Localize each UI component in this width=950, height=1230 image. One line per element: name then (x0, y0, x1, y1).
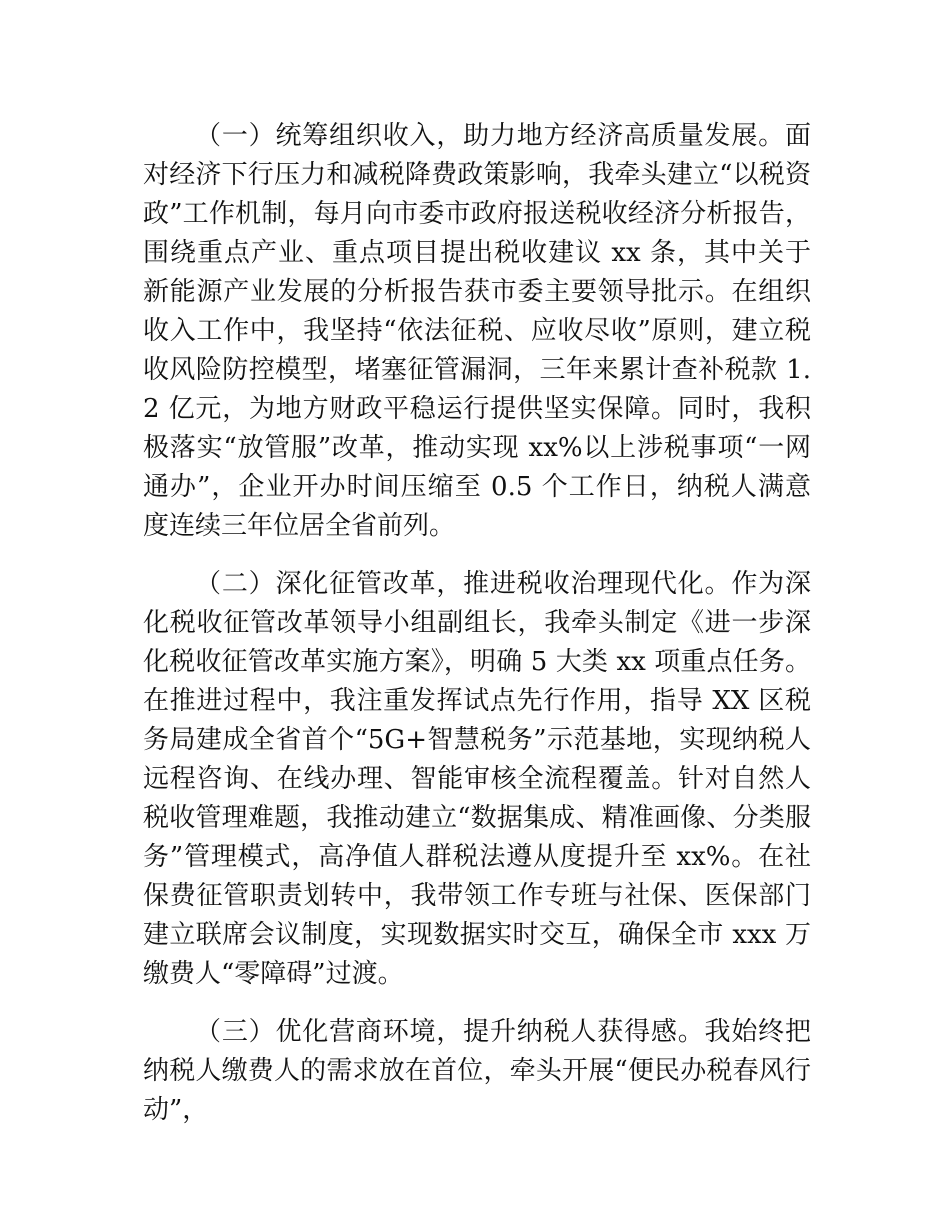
paragraph-3: （三）优化营商环境，提升纳税人获得感。我始终把纳税人缴费人的需求放在首位，牵头开展“便民办税春风行动”， (143, 1017, 811, 1125)
paragraph-2: （二）深化征管改革，推进税收治理现代化。作为深化税收征管改革领导小组副组长，我牵头制定《进一步深化税收征管改革实施方案》，明确 5 大类 xx 项重点任务。在推进过程中，我注重发挥试点先行作用，指导 XX 区税务局建成全省首个“5G+智慧税务”示范基地，实现纳税人远程咨询、在线办理、智能审核全流程覆盖。针对自然人税收管理难题，我推动建立“数据集成、精准画像、分类服务”管理模式，高净值人群税法遵从度提升至 xx%。在社保费征管职责划转中，我带领工作专班与社保、医保部门建立联席会议制度，实现数据实时交互，确保全市 xxx 万缴费人“零障碍”过渡。 (143, 569, 811, 989)
paragraph-1: （一）统筹组织收入，助力地方经济高质量发展。面对经济下行压力和减税降费政策影响，我牵头建立“以税资政”工作机制，每月向市委市政府报送税收经济分析报告，围绕重点产业、重点项目提出税收建议 xx 条，其中关于新能源产业发展的分析报告获市委主要领导批示。在组织收入工作中，我坚持“依法征税、应收尽收”原则，建立税收风险防控模型，堵塞征管漏洞，三年来累计查补税款 1.2 亿元，为地方财政平稳运行提供坚实保障。同时，我积极落实“放管服”改革，推动实现 xx%以上涉税事项“一网通办”，企业开办时间压缩至 0.5 个工作日，纳税人满意度连续三年位居全省前列。 (143, 121, 811, 541)
document-body (143, 117, 811, 1149)
